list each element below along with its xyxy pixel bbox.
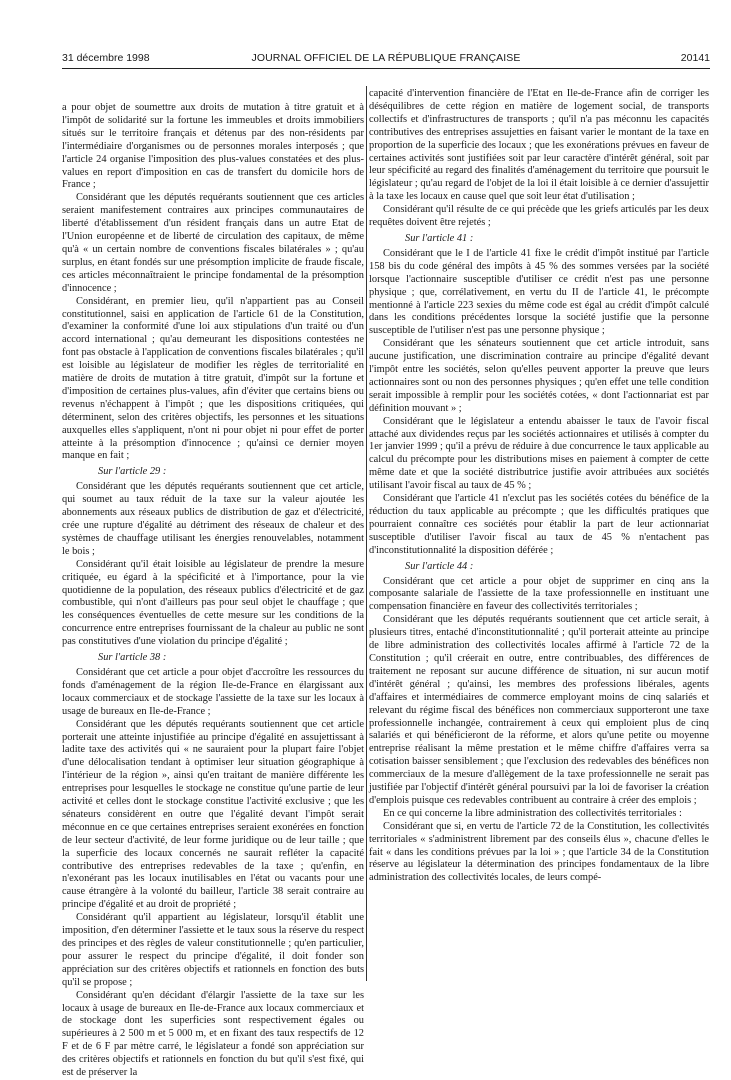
right-column (369, 88, 709, 988)
paragraph: En ce qui concerne la libre administration des collectivités territoriales : (383, 807, 682, 819)
paragraph: Considérant que les députés requérants soutiennent que cet article porterait une atteinte injustifiée au principe d'égalité en assujettissant à ladite taxe des activités qui « ne sauraient pour la plupart faire l'objet d'une délocalisation tendant à optimiser leur situation géographique à l'intérieur de la région », ainsi qu'en traitant de manière différente les entreprises pour lesquelles le stockage ne constitue qu'une partie de leur activité et celles dont le stockage constitue l'activité exclusive ; que les sénateurs considèrent en outre que l'égalité devant l'impôt serait méconnue en ce que certaines entreprises seraient exonérées en fonction de leur secteur d'activité, de leur forme juridique ou de leur taille ; que la superficie des locaux concernés ne saurait refléter la capacité contributive des entreprises redevables de la taxe ; qu'enfin, en n'exonérant pas les locaux inutilisables en l'état ou vacants pour une cause étrangère à la volonté du bailleur, l'article 38 serait contraire au principe d'égalité et au droit de propriété ; (62, 718, 364, 911)
paragraph: Considérant qu'en décidant d'élargir l'assiette de la taxe sur les locaux à usage de bureaux en Ile-de-France aux locaux commerciaux et de stockage dont les superficies sont respectivement égales ou supérieures à 2 500 m et 5 000 m, et en fixant des taux respectifs de 12 F et de 6 F par mètre carré, le législateur a fondé son appréciation sur des critères objectifs et rationnels en fonction du but qu'il s'est fixé, qui est de préserver la (62, 989, 364, 1079)
section-heading: Sur l'article 44 : (405, 560, 474, 572)
paragraph: Considérant que cet article a pour objet d'accroître les ressources du fonds d'aménagement de la région Ile-de-France en élargissant aux locaux commerciaux et de stockage l'assiette de la taxe sur les locaux à usage de bureaux en Ile-de-France ; (62, 666, 364, 717)
paragraph: Considérant que l'article 41 n'exclut pas les sociétés cotées du bénéfice de la réduction du taux applicable au précompte ; que les difficultés pratiques que pourraient connaître ces sociétés pour établir la part de leur actionnariat susceptible d'utiliser l'avoir fiscal au taux de 45 % n'entachent pas d'inconstitutionnalité la disposition déférée ; (369, 493, 709, 556)
paragraph: Considérant que les sénateurs soutiennent que cet article introduit, sans aucune justification, une discrimination contraire au principe d'égalité devant l'impôt entre les sociétés, selon qu'elles peuvent apporter la preuve que leurs actionnaires sont ou non des personnes physiques ; qu'en effet une telle condition serait impossible à remplir pour les sociétés cotées, « dont l'actionnariat est par définition mouvant » ; (369, 338, 709, 414)
paragraph: Considérant que le I de l'article 41 fixe le crédit d'impôt institué par l'article 158 bis du code général des impôts à 45 % des sommes versées par la société lorsque l'actionnaire susceptible d'utiliser ce crédit n'est pas une personne physique ; que, corrélativement, en vertu du II de l'article 41, le précompte mentionné à l'article 223 sexies du même code est égal au crédit d'impôt calculé dans les conditions précédentes lorsque la société justifie que la personne susceptible de l'utiliser n'est pas une personne physique ; (369, 247, 709, 337)
paragraph: Considérant, en premier lieu, qu'il n'appartient pas au Conseil constitutionnel, saisi en application de l'article 61 de la Constitution, d'examiner la conformité d'une loi aux stipulations d'un traité ou d'un accord international ; qu'au demeurant les dispositions contestées ne font pas obstacle à l'application de conventions fiscales bilatérales ; qu'il est loisible au législateur de modifier les règles de territorialité en matière de droits de mutation à titre gratuit, d'impôt sur la fortune et d'imposition de certaines plus-values, afin d'éviter que certains biens ou revenus n'échappent à l'impôt ; que les dispositions critiquées, qui déterminent, selon des critères objectifs, les personnes et les situations auxquelles elles s'appliquent, n'ont ni pour objet ni pour effet de porter atteinte à la présomption d'innocence ; qu'ainsi ce dernier moyen manque en fait ; (62, 295, 364, 462)
left-column (62, 102, 364, 1079)
journal-title: JOURNAL OFFICIEL DE LA RÉPUBLIQUE FRANÇAISE (251, 52, 521, 64)
paragraph: Considérant qu'il résulte de ce qui précède que les griefs articulés par les deux requêtes doivent être rejetés ; (369, 204, 709, 229)
page-number: 20141 (680, 52, 710, 64)
paragraph: Considérant que si, en vertu de l'article 72 de la Constitution, les collectivités territoriales « s'administrent librement par des conseils élus », chacune d'elles le fait « dans les conditions prévues par la loi » ; que l'article 34 de la Constitution réserve au législateur la détermination des principes fondamentaux de la libre administration des collectivités locales, de leurs compé- (369, 820, 709, 884)
column-divider (366, 86, 367, 981)
paragraph: capacité d'intervention financière de l'Etat en Ile-de-France afin de corriger les déséquilibres de cette région en matière de logement social, de transports collectifs et d'infrastructures de transports ; qu'il n'a pas méconnu les capacités contributives des entreprises assujetties en faisant varier le montant de la taxe en proportion de la superficie des locaux ; que les exonérations prévues en faveur de certaines activités sont justifiées soit par leur caractère d'intérêt général, soit par leur spécificité au regard des finalités d'aménagement du territoire que poursuit le législateur ; qu'au regard de l'objet de la loi il était loisible à ce dernier d'assujettir à la taxe les locaux en cause quel que soit leur état d'utilisation ; (369, 88, 709, 203)
header-rule (62, 68, 710, 69)
paragraph: Considérant que cet article a pour objet de supprimer en cinq ans la composante salariale de l'assiette de la taxe professionnelle en instituant une compensation financière en faveur des collectivités territoriales ; (369, 575, 709, 613)
section-heading: Sur l'article 41 : (405, 232, 474, 244)
paragraph: Considérant que le législateur a entendu abaisser le taux de l'avoir fiscal attaché aux dividendes reçus par les sociétés actionnaires et utilisés à compter du 1er janvier 1999 ; qu'il a prévu de réduire à due concurrence le taux applicable au calcul du précompte pour les distributions mises en paiement à compter de cette même date et que la société distributrice justifie avoir attribuées aux sociétés utilisant l'avoir fiscal au taux de 45 % ; (369, 415, 709, 492)
paragraph: Considérant que les députés requérants soutiennent que cet article serait, à plusieurs titres, entaché d'inconstitutionnalité ; qu'il porterait atteinte au principe de libre administration des collectivités locales affirmé à l'article 72 de la Constitution ; qu'il créerait en outre, entre contribuables, des différences de traitement ne reposant sur aucune différence de situation, ni sur aucun motif d'intérêt général ; qu'ainsi, les membres des professions libérales, agents d'affaires et intermédiaires de commerce employant moins de cinq salariés et relevant du régime fiscal des bénéfices non commerciaux supporteront une taxe professionnelle inchangée, contrairement à ceux qui emploient plus de cinq salariés et qui bénéficieront de la réforme, et alors qu'une petite ou moyenne entreprise réalisant la même prestation et le même chiffre d'affaires verra sa cotisation baisser sensiblement ; que l'exclusion des redevables des bénéfices non commerciaux de la mesure d'allègement de la taxe professionnelle ne serait pas justifiée par l'objectif d'intérêt général poursuivi par la loi de favoriser la création d'emplois puisque ces redevables contribuent au contraire à créer des emplois ; (369, 614, 709, 806)
header-date: 31 décembre 1998 (62, 52, 150, 64)
paragraph: Considérant que les députés requérants soutiennent que cet article, qui soumet au taux réduit de la taxe sur la valeur ajoutée les abonnements aux réseaux publics de distribution de gaz et d'électricité, crée une rupture d'égalité au détriment des réseaux de chaleur et des systèmes de chauffage utilisant les énergies renouvelables, notamment le bois ; (62, 481, 364, 557)
paragraph: Considérant qu'il appartient au législateur, lorsqu'il établit une imposition, d'en déterminer l'assiette et le taux sous la réserve du respect des principes et des règles de valeur constitutionnelle ; qu'en particulier, pour assurer le respect du principe d'égalité, il doit fonder son appréciation sur des critères objectifs et rationnels en fonction des buts qu'il se propose ; (62, 912, 364, 988)
paragraph: Considérant que les députés requérants soutiennent que ces articles seraient manifestement contraires aux principes communautaires de liberté d'établissement d'un résident français dans un autre Etat de l'Union européenne et de liberté de circulation des capitaux, de même qu'à « un certain nombre de conventions fiscales bilatérales » ; qu'au surplus, en étant fondés sur une présomption implicite de fraude fiscale, ces articles méconnaîtraient le principe fondamental de la présomption d'innocence ; (62, 192, 364, 294)
section-heading: Sur l'article 38 : (98, 652, 167, 664)
page-header (62, 50, 710, 66)
paragraph: Considérant qu'il était loisible au législateur de prendre la mesure critiquée, eu égard à la spécificité et à l'importance, pour la vie quotidienne de la population, des réseaux publics d'électricité et de gaz combustible, qui n'ont d'ailleurs pas pour seul objet le chauffage ; que les conséquences éventuelles de cette mesure sur les conditions de la concurrence entre entreprises fournissant de la chaleur au public ne sont pas constitutives d'une violation du principe d'égalité ; (62, 558, 364, 648)
section-heading: Sur l'article 29 : (98, 466, 167, 478)
paragraph: a pour objet de soumettre aux droits de mutation à titre gratuit et à l'impôt de solidarité sur la fortune les immeubles et droits immobiliers situés sur le territoire français et détenus par des non-résidents par l'intermédiaire d'organismes ou de personnes morales interposés ; que l'article 24 organise l'imposition des plus-values constatées et des plus-values en report d'imposition en cas de transfert du domicile hors de France ; (62, 102, 364, 191)
